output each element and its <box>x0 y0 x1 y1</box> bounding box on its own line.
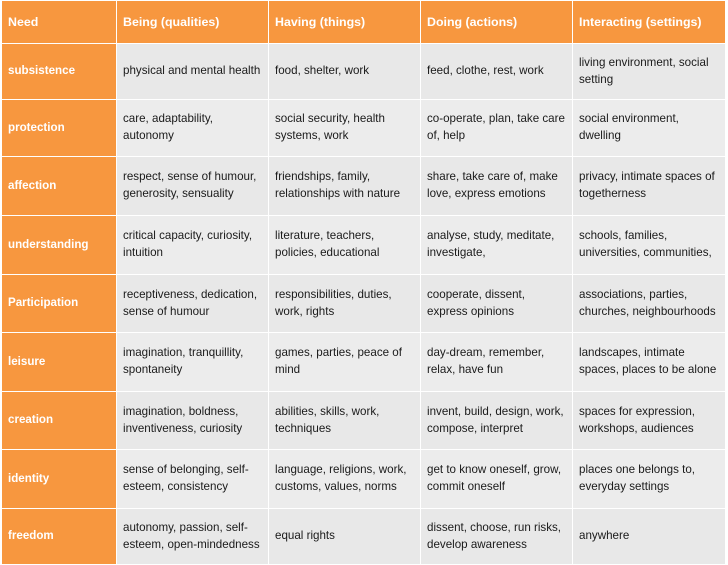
interacting-cell: landscapes, intimate spaces, places to be alone <box>573 333 726 392</box>
table-row <box>2 100 726 157</box>
being-cell: physical and mental health <box>117 44 269 100</box>
doing-cell: day-dream, remember, relax, have fun <box>421 333 573 392</box>
having-cell: friendships, family, relationships with nature <box>269 157 421 216</box>
header-having: Having (things) <box>269 1 421 44</box>
need-cell: affection <box>2 157 117 216</box>
doing-cell: invent, build, design, work, compose, interpret <box>421 392 573 450</box>
interacting-cell: places one belongs to, everyday settings <box>573 450 726 509</box>
table-row <box>2 275 726 333</box>
header-need: Need <box>2 1 117 44</box>
need-cell: understanding <box>2 216 117 275</box>
needs-matrix-table <box>1 0 726 565</box>
doing-cell: cooperate, dissent, express opinions <box>421 275 573 333</box>
interacting-cell: social environment, dwelling <box>573 100 726 157</box>
table-row <box>2 216 726 275</box>
having-cell: literature, teachers, policies, educational <box>269 216 421 275</box>
doing-cell: co-operate, plan, take care of, help <box>421 100 573 157</box>
being-cell: sense of belonging, self-esteem, consistency <box>117 450 269 509</box>
table-row <box>2 392 726 450</box>
having-cell: food, shelter, work <box>269 44 421 100</box>
interacting-cell: living environment, social setting <box>573 44 726 100</box>
interacting-cell: associations, parties, churches, neighbourhoods <box>573 275 726 333</box>
being-cell: imagination, tranquillity, spontaneity <box>117 333 269 392</box>
having-cell: equal rights <box>269 509 421 565</box>
header-row <box>2 1 726 44</box>
need-cell: subsistence <box>2 44 117 100</box>
header-being: Being (qualities) <box>117 1 269 44</box>
doing-cell: get to know oneself, grow, commit oneself <box>421 450 573 509</box>
interacting-cell: privacy, intimate spaces of togetherness <box>573 157 726 216</box>
table-row <box>2 157 726 216</box>
doing-cell: analyse, study, meditate, investigate, <box>421 216 573 275</box>
table-row <box>2 333 726 392</box>
being-cell: respect, sense of humour, generosity, sensuality <box>117 157 269 216</box>
need-cell: leisure <box>2 333 117 392</box>
need-cell: freedom <box>2 509 117 565</box>
interacting-cell: spaces for expression, workshops, audiences <box>573 392 726 450</box>
being-cell: autonomy, passion, self-esteem, open-mindedness <box>117 509 269 565</box>
table-row <box>2 450 726 509</box>
doing-cell: feed, clothe, rest, work <box>421 44 573 100</box>
having-cell: games, parties, peace of mind <box>269 333 421 392</box>
need-cell: identity <box>2 450 117 509</box>
doing-cell: dissent, choose, run risks, develop awareness <box>421 509 573 565</box>
need-cell: creation <box>2 392 117 450</box>
need-cell: Participation <box>2 275 117 333</box>
being-cell: care, adaptability, autonomy <box>117 100 269 157</box>
doing-cell: share, take care of, make love, express emotions <box>421 157 573 216</box>
table-row <box>2 509 726 565</box>
having-cell: language, religions, work, customs, values, norms <box>269 450 421 509</box>
header-doing: Doing (actions) <box>421 1 573 44</box>
being-cell: receptiveness, dedication, sense of humour <box>117 275 269 333</box>
need-cell: protection <box>2 100 117 157</box>
header-interacting: Interacting (settings) <box>573 1 726 44</box>
having-cell: social security, health systems, work <box>269 100 421 157</box>
having-cell: responsibilities, duties, work, rights <box>269 275 421 333</box>
interacting-cell: anywhere <box>573 509 726 565</box>
table-row <box>2 44 726 100</box>
interacting-cell: schools, families, universities, communities, <box>573 216 726 275</box>
having-cell: abilities, skills, work, techniques <box>269 392 421 450</box>
being-cell: imagination, boldness, inventiveness, curiosity <box>117 392 269 450</box>
being-cell: critical capacity, curiosity, intuition <box>117 216 269 275</box>
